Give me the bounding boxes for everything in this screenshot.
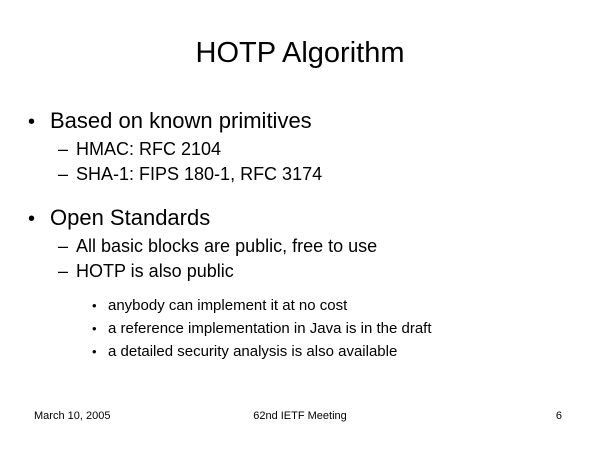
bullet-icon: • — [92, 344, 97, 359]
list-item-label: All basic blocks are public, free to use — [76, 236, 378, 256]
bullet-icon: • — [92, 298, 97, 313]
list-item-label: anybody can implement it at no cost — [108, 297, 348, 314]
dash-bullet-icon: – — [58, 164, 69, 184]
dash-bullet-icon: – — [58, 236, 69, 256]
list-item — [58, 234, 576, 259]
dash-bullet-icon: – — [58, 261, 69, 281]
slide-body — [28, 100, 576, 363]
page-title: HOTP Algorithm — [195, 37, 405, 69]
list-item-label: Open Standards — [50, 205, 211, 230]
bullet-icon: • — [28, 111, 36, 133]
list-item-label: a detailed security analysis is also available — [108, 343, 398, 360]
dash-bullet-icon: – — [58, 139, 69, 159]
footer-date: March 10, 2005 — [34, 410, 111, 422]
list-item — [28, 203, 576, 234]
footer-event: 62nd IETF Meeting — [253, 410, 347, 422]
list-item — [92, 317, 576, 340]
list-item-label: a reference implementation in Java is in the draft — [108, 320, 432, 337]
list-item-label: HOTP is also public — [76, 261, 234, 281]
bullet-icon: • — [92, 321, 97, 336]
list-item — [28, 106, 576, 137]
list-item — [58, 162, 576, 187]
spacer — [28, 187, 576, 197]
slide-footer — [0, 410, 600, 426]
page-number: 6 — [555, 410, 562, 422]
list-item — [58, 259, 576, 284]
list-item — [92, 340, 576, 363]
spacer — [28, 284, 576, 294]
list-item-label: HMAC: RFC 2104 — [76, 139, 222, 159]
list-item — [92, 294, 576, 317]
list-item-label: Based on known primitives — [50, 108, 312, 133]
list-item — [58, 137, 576, 162]
list-item-label: SHA-1: FIPS 180-1, RFC 3174 — [76, 164, 323, 184]
bullet-icon: • — [28, 208, 36, 230]
